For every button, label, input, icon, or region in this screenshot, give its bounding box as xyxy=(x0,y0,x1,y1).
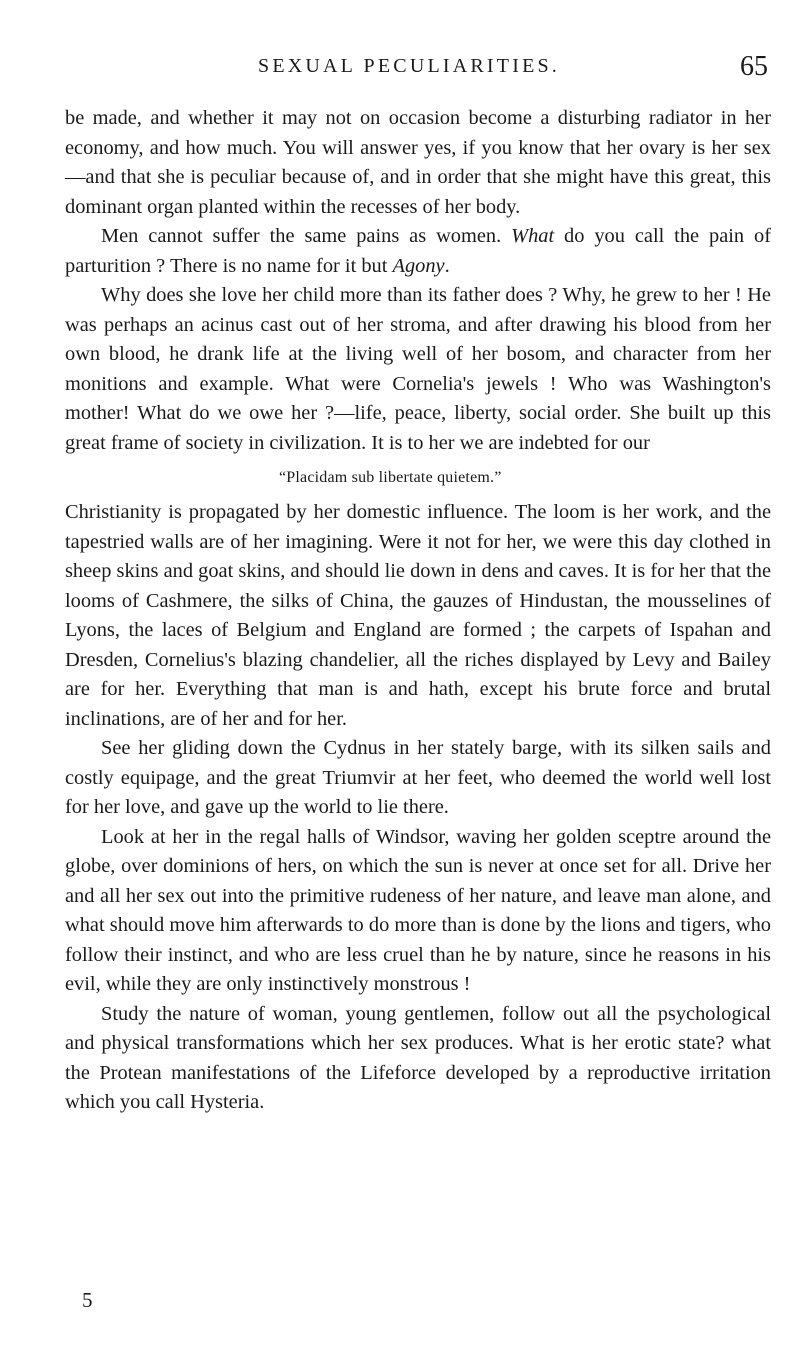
page-header xyxy=(258,51,768,85)
paragraph-study: Study the nature of woman, young gentlemen, follow out all the psychological and physical transformations which her sex produces. What is her erotic state? what the Protean manifestations of the Lifeforce developed by a reproductive irritation which you call Hysteria. xyxy=(65,1002,771,1113)
latin-quotation: “Placidam sub libertate quietem.” xyxy=(279,469,502,486)
page-number: 65 xyxy=(740,51,768,82)
page-body xyxy=(65,104,771,1118)
emphasis-agony: Agony xyxy=(392,254,445,277)
paragraph-parturition xyxy=(65,222,771,281)
paragraph-continuation: be made, and whether it may not on occasion become a disturbing radiator in her economy, and how much. You will answer yes, if you know that her ovary is her sex—and that she is peculiar because of, and in order that she might have this great, this dominant organ planted within the recesses of her body. xyxy=(65,107,771,218)
paragraph-text: Men cannot suffer the same pains as women. xyxy=(101,225,512,247)
running-head: SEXUAL PECULIARITIES. xyxy=(258,55,561,77)
paragraph-child-love: Why does she love her child more than its father does ? Why, he grew to her ! He was perhaps an acinus cast out of her stroma, and after drawing his blood from her own blood, he drank life at the living well of her bosom, and character from her monitions and example. What were Cornelia's jewels ! Who was Washington's mother! What do we owe her ?—life, peace, liberty, social order. She built up this great frame of society in civilization. It is to her we are indebted for our xyxy=(65,284,771,454)
paragraph-windsor: Look at her in the regal halls of Windsor, waving her golden sceptre around the globe, over dominions of hers, on which the sun is never at once set for all. Drive her and all her sex out into the primitive rudeness of her nature, and leave man alone, and what should move him afterwards to do more than is done by the lions and tigers, who follow their instinct, and who are less cruel than he by nature, since he reasons in his evil, while they are only instinctively monstrous ! xyxy=(65,825,771,995)
paragraph-cydnus: See her gliding down the Cydnus in her stately barge, with its silken sails and costly equipage, and the great Triumvir at her feet, who deemed the world well lost for her love, and gave up the world to lie there. xyxy=(65,737,771,818)
emphasis-what: What xyxy=(511,225,555,247)
signature-mark: 5 xyxy=(82,1288,93,1312)
paragraph-text: . xyxy=(444,254,450,277)
paragraph-christianity: Christianity is propagated by her domestic influence. The loom is her work, and the tapestried walls are of her imagining. Were it not for her, we were this day clothed in sheep skins and goat skins, and should lie down in dens and caves. It is for her that the looms of Cashmere, the silks of China, the gauzes of Hindustan, the mousselines of Lyons, the laces of Belgium and England are formed ; the carpets of Ispahan and Dresden, Cornelius's blazing chandelier, all the riches displayed by Levy and Bailey are for her. Everything that man is and hath, except his brute force and brutal inclinations, are of her and for her. xyxy=(65,501,771,730)
paragraph-text: do you call the pain of parturition ? There is no name for it but xyxy=(65,225,771,277)
